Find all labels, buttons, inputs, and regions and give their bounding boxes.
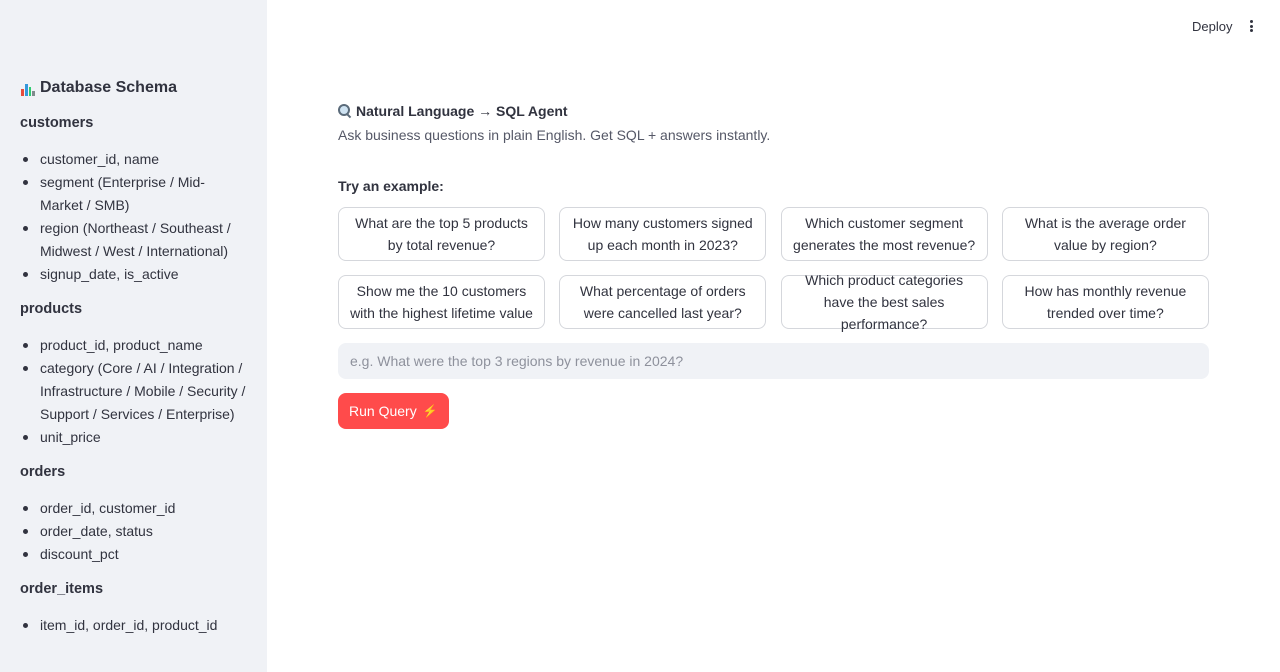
lightning-bolt-icon: ⚡ [422,404,438,418]
column-list [20,497,247,566]
main-content [338,100,1209,429]
example-question-button[interactable]: What is the average order value by region? [1002,207,1209,261]
examples-grid [338,207,1209,332]
column-list [20,148,247,286]
column-item: customer_id, name [20,148,247,171]
examples-label: Try an example: [338,178,444,194]
schema-table-order-items [20,578,247,637]
column-item: discount_pct [20,543,247,566]
sidebar-title-text: Database Schema [40,79,177,96]
run-query-label: Run Query [349,403,417,419]
column-list [20,334,247,449]
run-query-button[interactable] [338,393,449,429]
bar-chart-icon [20,81,36,96]
example-question-button[interactable]: What percentage of orders were cancelled last year? [559,275,766,329]
page-subtitle: Ask business questions in plain English. Get SQL + answers instantly. [338,127,771,143]
column-item: region (Northeast / Southeast / Midwest / West / International) [20,217,247,263]
example-question-button[interactable]: Which product categories have the best sales performance? [781,275,988,329]
table-name: customers [20,115,94,131]
table-name: orders [20,464,66,480]
example-question-button[interactable]: Show me the 10 customers with the highest lifetime value [338,275,545,329]
example-question-button[interactable]: Which customer segment generates the most revenue? [781,207,988,261]
query-input[interactable] [338,343,1209,379]
sidebar [0,0,267,672]
column-item: order_date, status [20,520,247,543]
page-title-text: Natural Language → SQL Agent [356,103,568,119]
page-title [338,100,1209,122]
example-question-button[interactable]: How has monthly revenue trended over time? [1002,275,1209,329]
table-name: products [20,301,83,317]
column-item: order_id, customer_id [20,497,247,520]
example-question-button[interactable]: How many customers signed up each month in 2023? [559,207,766,261]
vertical-dots-icon[interactable] [1246,18,1256,34]
column-item: signup_date, is_active [20,263,247,286]
column-item: unit_price [20,426,247,449]
schema-table-customers [20,112,247,286]
table-name: order_items [20,581,104,597]
column-list [20,614,247,637]
sidebar-title [20,76,247,100]
magnifier-icon [338,104,352,118]
column-item: category (Core / AI / Integration / Infrastructure / Mobile / Security / Support / Services / Enterprise) [20,357,247,426]
example-question-button[interactable]: What are the top 5 products by total revenue? [338,207,545,261]
column-item: item_id, order_id, product_id [20,614,247,637]
column-item: product_id, product_name [20,334,247,357]
column-item: segment (Enterprise / Mid-Market / SMB) [20,171,247,217]
schema-table-orders [20,461,247,566]
schema-table-products [20,298,247,449]
schema-list [20,112,247,637]
deploy-button[interactable]: Deploy [1180,16,1244,37]
